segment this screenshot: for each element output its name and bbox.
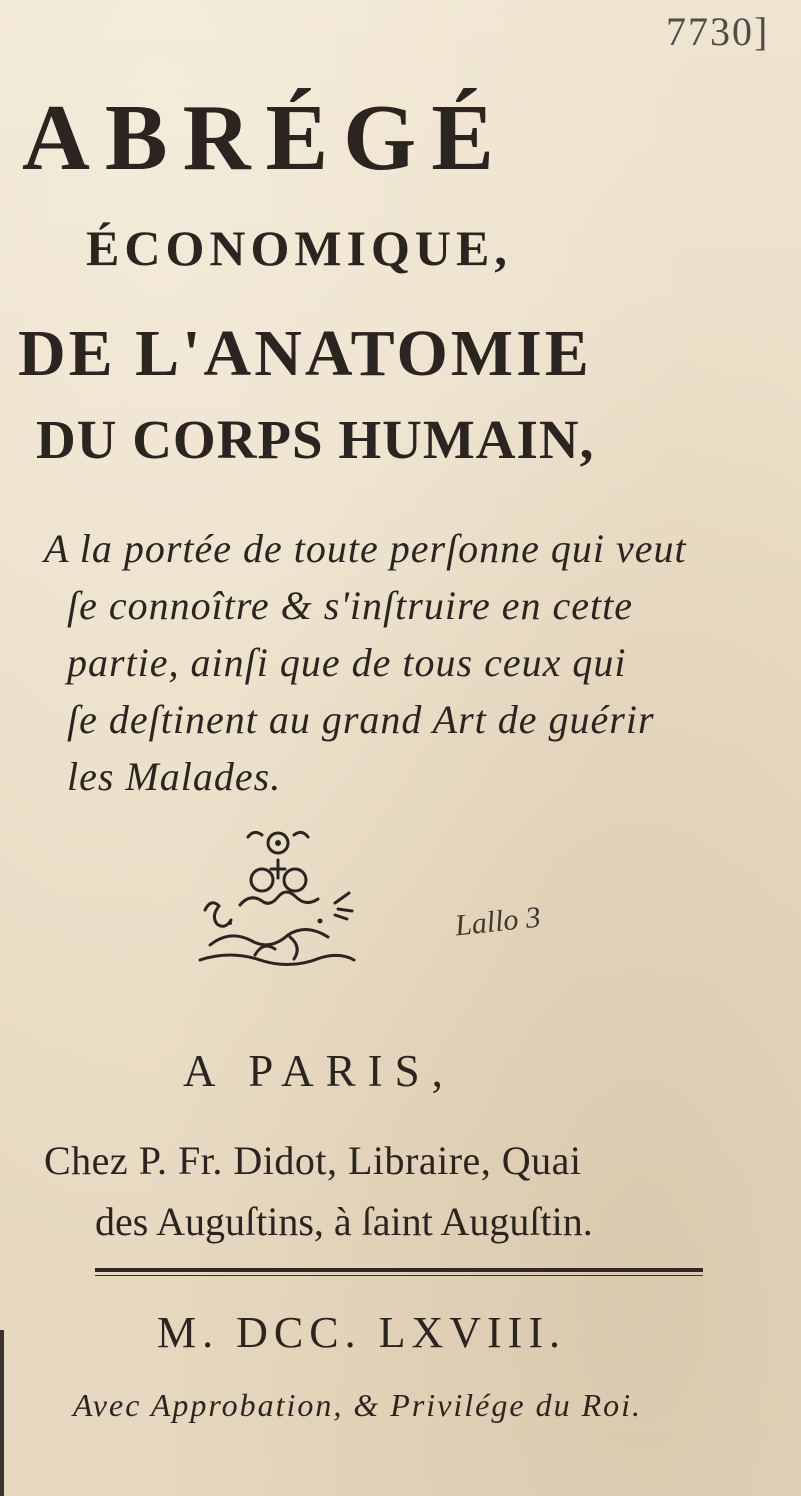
title-line-anatomie: DE L'ANATOMIE <box>18 317 592 390</box>
imprint-date: M. DCC. LXVIII. <box>157 1308 566 1357</box>
rule-thick <box>95 1268 703 1272</box>
shelfmark-annotation: 7730] <box>666 9 770 54</box>
imprint-publisher-line: des Auguſtins, à ſaint Auguſtin. <box>95 1199 593 1244</box>
subtitle-line: ſe deſtinent au grand Art de guérir <box>67 697 655 742</box>
subtitle-line: partie, ainſi que de tous ceux qui <box>67 640 627 685</box>
imprint-privilege: Avec Approbation, & Privilége du Roi. <box>73 1387 643 1423</box>
owner-signature: Lallo 3 <box>453 900 543 943</box>
title-line-abrege: ABRÉGÉ <box>22 86 509 190</box>
printer-ornament-icon <box>170 815 370 990</box>
title-line-economique: ÉCONOMIQUE, <box>86 220 512 276</box>
subtitle-line: les Malades. <box>67 754 282 799</box>
subtitle-line: ſe connoître & s'inſtruire en cette <box>67 583 634 628</box>
subtitle-line: A la portée de toute perſonne qui veut <box>44 526 687 571</box>
rule-thin <box>95 1275 703 1276</box>
double-rule-divider <box>95 1268 703 1276</box>
imprint-place: A PARIS, <box>183 1046 455 1096</box>
title-line-corps-humain: DU CORPS HUMAIN, <box>36 409 595 470</box>
imprint-publisher-line: Chez P. Fr. Didot, Libraire, Quai <box>44 1138 582 1183</box>
